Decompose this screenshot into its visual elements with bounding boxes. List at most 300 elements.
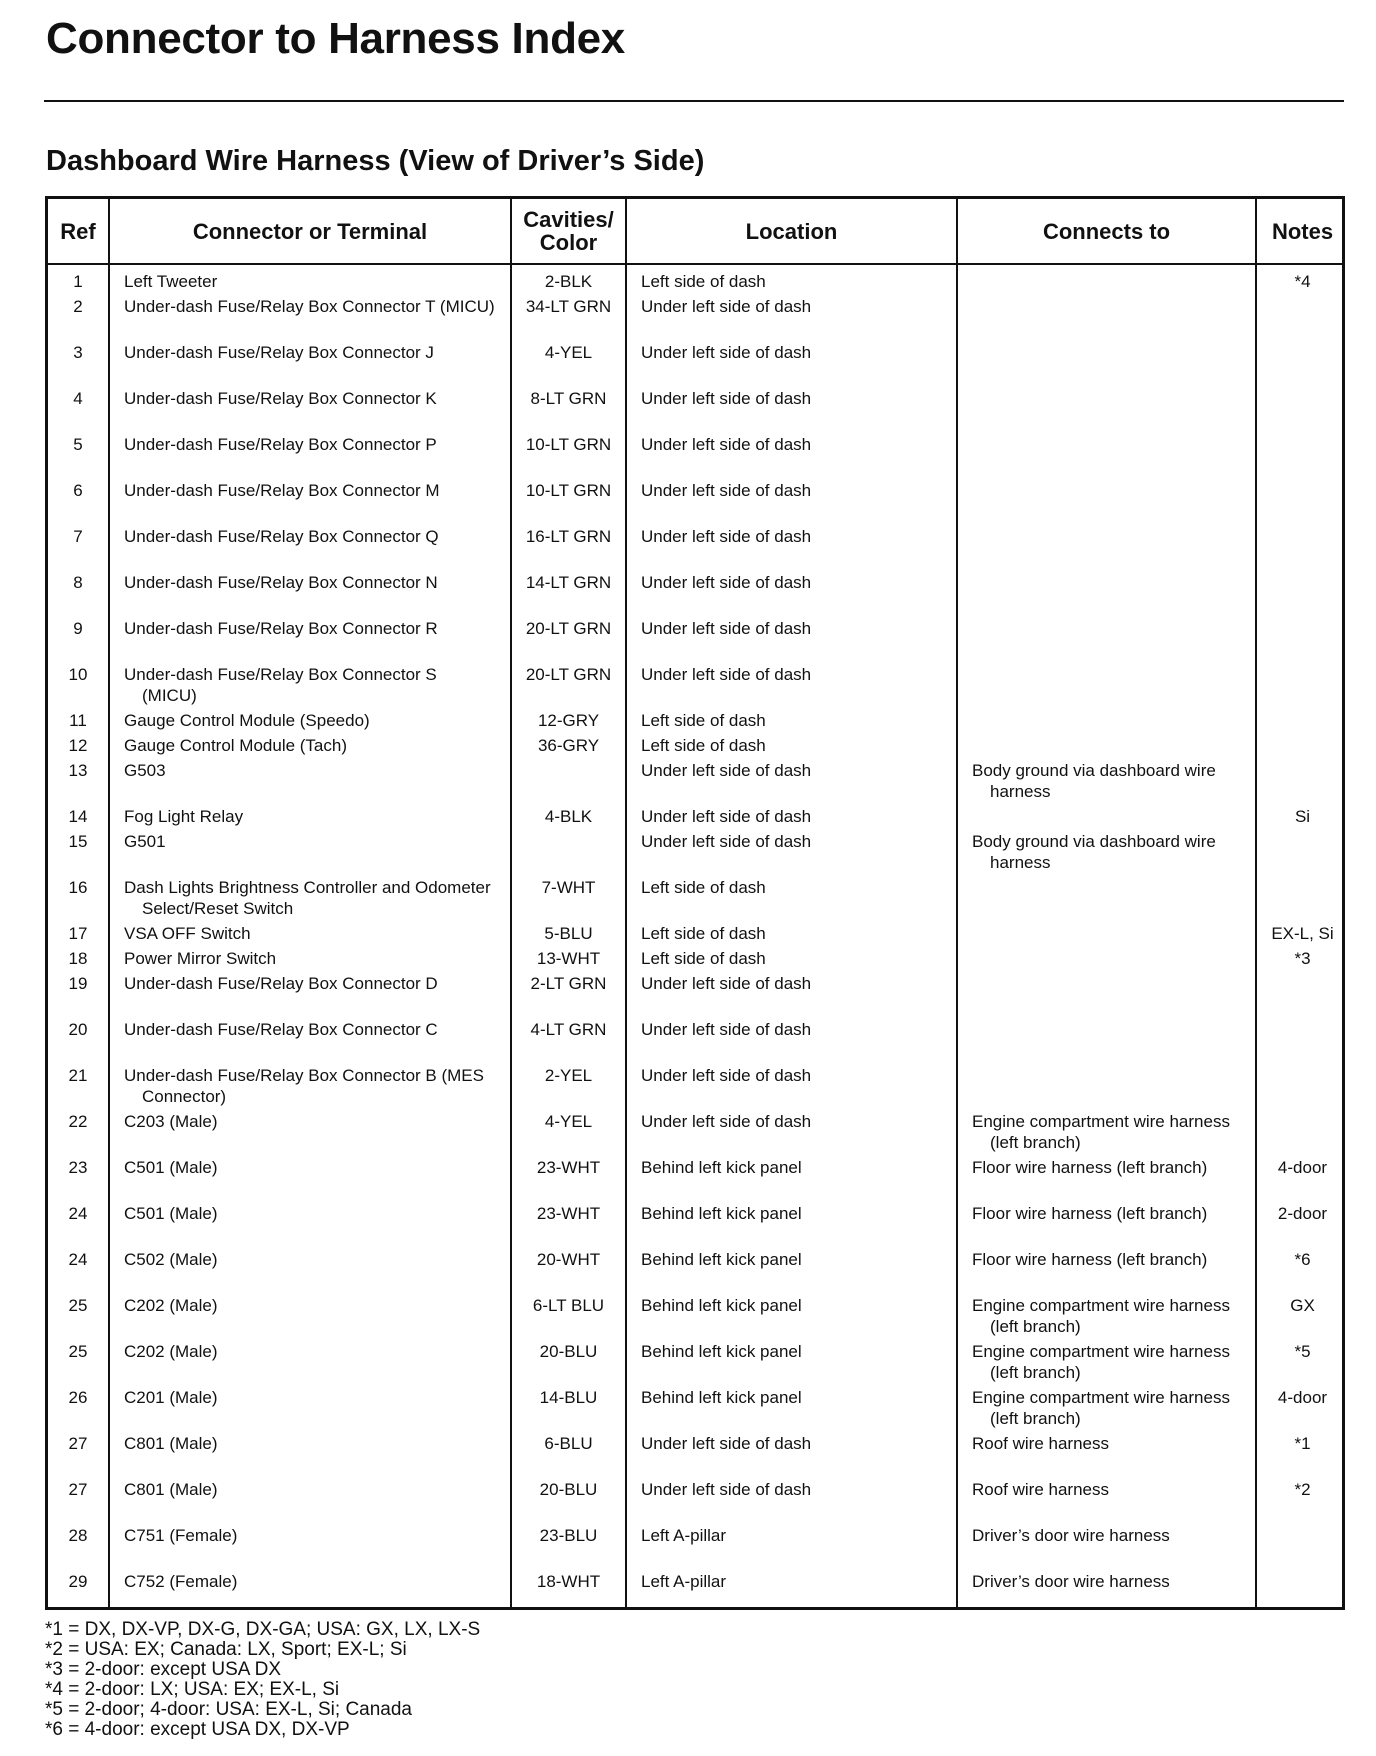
cell-connects-to <box>957 434 1256 480</box>
cell-cavities-color-text: 34-LT GRN <box>525 297 612 316</box>
cell-ref-text: 29 <box>68 1572 88 1591</box>
cell-ref <box>48 1341 109 1387</box>
cell-location-text: Under left side of dash <box>641 573 812 592</box>
cell-notes <box>1256 877 1345 923</box>
cell-connector <box>109 923 511 948</box>
cell-location <box>626 1571 957 1610</box>
cell-cavities-color-text: 2-LT GRN <box>530 974 607 993</box>
table-row <box>48 806 1345 831</box>
cell-cavities-color <box>511 1479 626 1525</box>
cell-connects-to <box>957 923 1256 948</box>
cell-connector-text: Under-dash Fuse/Relay Box Connector R <box>124 619 438 638</box>
cell-ref <box>48 572 109 618</box>
cell-connector-text: C801 (Male) <box>124 1480 218 1499</box>
cell-location-text: Left side of dash <box>641 736 766 755</box>
cell-notes-text: *6 <box>1294 1250 1311 1269</box>
cell-location <box>626 1065 957 1111</box>
cell-ref <box>48 710 109 735</box>
cell-notes <box>1256 735 1345 760</box>
cell-location-text: Under left side of dash <box>641 297 812 316</box>
cell-connector-text: C202 (Male) <box>124 1342 218 1361</box>
cell-location <box>626 388 957 434</box>
table-header-row <box>48 199 1345 264</box>
cell-ref-text: 6 <box>73 481 83 500</box>
cell-notes <box>1256 1295 1345 1341</box>
column-header-notes: Notes <box>1256 199 1345 264</box>
cell-cavities-color <box>511 1433 626 1479</box>
cell-connector <box>109 1249 511 1295</box>
cell-location <box>626 877 957 923</box>
cell-connector <box>109 1571 511 1610</box>
cell-ref <box>48 1019 109 1065</box>
cell-cavities-color <box>511 1295 626 1341</box>
cell-notes <box>1256 664 1345 710</box>
cell-cavities-color <box>511 923 626 948</box>
cell-ref <box>48 388 109 434</box>
cell-notes-text: *1 <box>1294 1434 1311 1453</box>
cell-cavities-color <box>511 1341 626 1387</box>
cell-cavities-color-text: 36-GRY <box>537 736 600 755</box>
table-row <box>48 1295 1345 1341</box>
cell-notes <box>1256 342 1345 388</box>
cell-cavities-color-text: 20-BLU <box>539 1342 598 1361</box>
cell-location-text: Left side of dash <box>641 711 766 730</box>
cell-cavities-color-text: 14-BLU <box>539 1388 598 1407</box>
cell-cavities-color-text: 7-WHT <box>541 878 596 897</box>
cell-location-text: Under left side of dash <box>641 761 812 780</box>
cell-location <box>626 923 957 948</box>
cell-ref <box>48 1111 109 1157</box>
cell-ref-text: 3 <box>73 343 83 362</box>
cell-connector-text: C501 (Male) <box>124 1204 218 1223</box>
cell-ref <box>48 1433 109 1479</box>
cell-cavities-color-text: 23-WHT <box>536 1158 601 1177</box>
cell-connects-to-text: Engine compartment wire harness (left branch) <box>972 1112 1230 1152</box>
cell-connector <box>109 388 511 434</box>
cell-connector <box>109 710 511 735</box>
cell-notes <box>1256 264 1345 296</box>
cell-connector <box>109 572 511 618</box>
cell-location <box>626 948 957 973</box>
cell-connector-text: C501 (Male) <box>124 1158 218 1177</box>
cell-cavities-color <box>511 480 626 526</box>
table-row <box>48 664 1345 710</box>
cell-cavities-color <box>511 1249 626 1295</box>
cell-connector-text: Under-dash Fuse/Relay Box Connector B (MES Connector) <box>124 1066 484 1106</box>
cell-notes-text: *3 <box>1294 949 1311 968</box>
cell-location-text: Under left side of dash <box>641 832 812 851</box>
cell-ref <box>48 735 109 760</box>
cell-connector-text: Power Mirror Switch <box>124 949 277 968</box>
cell-connector <box>109 480 511 526</box>
cell-ref <box>48 1157 109 1203</box>
column-header-cavities-line1: Cavities/ <box>523 207 614 232</box>
cell-location <box>626 760 957 806</box>
cell-connects-to <box>957 296 1256 342</box>
cell-location-text: Under left side of dash <box>641 389 812 408</box>
cell-connector-text: C751 (Female) <box>124 1526 238 1545</box>
cell-notes <box>1256 1341 1345 1387</box>
table-row <box>48 1019 1345 1065</box>
cell-location <box>626 572 957 618</box>
cell-notes-text: 4-door <box>1277 1158 1328 1177</box>
cell-cavities-color-text: 12-GRY <box>537 711 600 730</box>
cell-location-text: Behind left kick panel <box>641 1388 802 1407</box>
cell-connects-to-text: Driver’s door wire harness <box>972 1572 1170 1591</box>
cell-cavities-color-text: 4-YEL <box>544 1112 593 1131</box>
cell-connector <box>109 877 511 923</box>
cell-notes-text: Si <box>1294 807 1311 826</box>
cell-cavities-color-text: 6-LT BLU <box>532 1296 605 1315</box>
cell-connects-to <box>957 572 1256 618</box>
cell-connects-to <box>957 1019 1256 1065</box>
table-row <box>48 1157 1345 1203</box>
cell-cavities-color-text: 20-WHT <box>536 1250 601 1269</box>
cell-cavities-color-text: 4-YEL <box>544 343 593 362</box>
cell-connector-text: C203 (Male) <box>124 1112 218 1131</box>
cell-ref-text: 8 <box>73 573 83 592</box>
cell-cavities-color <box>511 710 626 735</box>
cell-connector <box>109 1203 511 1249</box>
cell-ref-text: 22 <box>68 1112 88 1131</box>
cell-notes <box>1256 710 1345 735</box>
table-row <box>48 923 1345 948</box>
cell-location-text: Under left side of dash <box>641 665 812 684</box>
cell-connector <box>109 735 511 760</box>
cell-ref <box>48 806 109 831</box>
cell-ref-text: 24 <box>68 1204 88 1223</box>
cell-connector <box>109 296 511 342</box>
table-row <box>48 760 1345 806</box>
cell-connects-to <box>957 1387 1256 1433</box>
cell-cavities-color-text: 14-LT GRN <box>525 573 612 592</box>
cell-location-text: Under left side of dash <box>641 619 812 638</box>
cell-cavities-color-text: 6-BLU <box>544 1434 593 1453</box>
cell-connects-to-text: Floor wire harness (left branch) <box>972 1204 1208 1223</box>
cell-connector <box>109 1433 511 1479</box>
cell-cavities-color <box>511 342 626 388</box>
cell-cavities-color <box>511 877 626 923</box>
table-row <box>48 1065 1345 1111</box>
cell-connector-text: VSA OFF Switch <box>124 924 251 943</box>
cell-cavities-color-text: 18-WHT <box>536 1572 601 1591</box>
cell-ref-text: 9 <box>73 619 83 638</box>
table-row <box>48 1387 1345 1433</box>
table-row <box>48 342 1345 388</box>
cell-connector <box>109 831 511 877</box>
cell-connector-text: C752 (Female) <box>124 1572 238 1591</box>
table-row <box>48 1433 1345 1479</box>
cell-ref-text: 2 <box>73 297 83 316</box>
cell-ref-text: 20 <box>68 1020 88 1039</box>
column-header-location: Location <box>626 199 957 264</box>
cell-cavities-color <box>511 973 626 1019</box>
cell-ref-text: 12 <box>68 736 88 755</box>
table-row <box>48 434 1345 480</box>
cell-location <box>626 1019 957 1065</box>
footnote-4: *4 = 2-door: LX; USA: EX; EX-L, Si <box>45 1679 340 1700</box>
cell-ref-text: 10 <box>68 665 88 684</box>
cell-connects-to <box>957 948 1256 973</box>
cell-notes <box>1256 1387 1345 1433</box>
cell-location <box>626 1203 957 1249</box>
cell-notes <box>1256 948 1345 973</box>
cell-ref <box>48 1249 109 1295</box>
cell-cavities-color <box>511 1525 626 1571</box>
cell-location <box>626 710 957 735</box>
cell-location <box>626 1433 957 1479</box>
cell-ref <box>48 923 109 948</box>
cell-notes <box>1256 526 1345 572</box>
cell-location <box>626 264 957 296</box>
cell-notes <box>1256 572 1345 618</box>
cell-connector-text: Under-dash Fuse/Relay Box Connector N <box>124 573 438 592</box>
cell-notes <box>1256 1525 1345 1571</box>
cell-ref-text: 14 <box>68 807 88 826</box>
cell-connector-text: Under-dash Fuse/Relay Box Connector K <box>124 389 437 408</box>
cell-location <box>626 806 957 831</box>
cell-connects-to-text: Floor wire harness (left branch) <box>972 1250 1208 1269</box>
cell-location-text: Under left side of dash <box>641 527 812 546</box>
cell-connector-text: Under-dash Fuse/Relay Box Connector M <box>124 481 440 500</box>
table-row <box>48 877 1345 923</box>
cell-connects-to <box>957 264 1256 296</box>
cell-ref <box>48 948 109 973</box>
cell-location <box>626 1111 957 1157</box>
footnotes <box>45 1620 480 1740</box>
cell-ref-text: 19 <box>68 974 88 993</box>
cell-notes <box>1256 1065 1345 1111</box>
cell-location <box>626 526 957 572</box>
cell-notes <box>1256 973 1345 1019</box>
cell-notes <box>1256 434 1345 480</box>
table-row <box>48 1341 1345 1387</box>
cell-connector-text: C202 (Male) <box>124 1296 218 1315</box>
cell-connector-text: Under-dash Fuse/Relay Box Connector T (MICU) <box>124 297 495 316</box>
section-title: Dashboard Wire Harness (View of Driver’s Side) <box>46 145 705 177</box>
cell-ref-text: 25 <box>68 1296 88 1315</box>
cell-ref <box>48 831 109 877</box>
title-divider <box>44 100 1344 102</box>
cell-location-text: Behind left kick panel <box>641 1158 802 1177</box>
cell-location <box>626 735 957 760</box>
cell-notes <box>1256 1111 1345 1157</box>
cell-notes-text: 2-door <box>1277 1204 1328 1223</box>
cell-notes <box>1256 831 1345 877</box>
cell-cavities-color-text: 20-LT GRN <box>525 619 612 638</box>
table-row <box>48 480 1345 526</box>
cell-ref-text: 27 <box>68 1434 88 1453</box>
cell-location-text: Under left side of dash <box>641 974 812 993</box>
table-row <box>48 1479 1345 1525</box>
cell-connects-to <box>957 760 1256 806</box>
cell-connector <box>109 1341 511 1387</box>
cell-connects-to <box>957 1111 1256 1157</box>
cell-connects-to-text: Roof wire harness <box>972 1434 1110 1453</box>
cell-ref <box>48 480 109 526</box>
column-header-cavities <box>511 199 626 264</box>
cell-cavities-color-text: 23-WHT <box>536 1204 601 1223</box>
cell-location-text: Left side of dash <box>641 949 766 968</box>
cell-location-text: Under left side of dash <box>641 1434 812 1453</box>
cell-connector <box>109 1065 511 1111</box>
cell-cavities-color <box>511 1203 626 1249</box>
cell-connector <box>109 1157 511 1203</box>
cell-ref <box>48 434 109 480</box>
column-header-ref: Ref <box>48 199 109 264</box>
cell-location <box>626 296 957 342</box>
cell-ref-text: 21 <box>68 1066 88 1085</box>
cell-ref <box>48 1525 109 1571</box>
cell-ref <box>48 618 109 664</box>
cell-notes-text: *4 <box>1294 272 1311 291</box>
cell-ref-text: 26 <box>68 1388 88 1407</box>
cell-location <box>626 664 957 710</box>
cell-notes <box>1256 923 1345 948</box>
cell-cavities-color-text: 4-BLK <box>544 807 593 826</box>
cell-connector-text: G501 <box>124 832 166 851</box>
cell-location <box>626 1479 957 1525</box>
cell-connector-text: C201 (Male) <box>124 1388 218 1407</box>
cell-ref <box>48 760 109 806</box>
cell-connects-to <box>957 877 1256 923</box>
cell-cavities-color-text: 8-LT GRN <box>530 389 607 408</box>
cell-ref-text: 23 <box>68 1158 88 1177</box>
cell-connector <box>109 1111 511 1157</box>
cell-connects-to <box>957 710 1256 735</box>
cell-connector-text: Under-dash Fuse/Relay Box Connector C <box>124 1020 438 1039</box>
cell-ref-text: 1 <box>73 272 83 291</box>
cell-connector-text: Fog Light Relay <box>124 807 244 826</box>
column-header-connects-to: Connects to <box>957 199 1256 264</box>
cell-cavities-color <box>511 572 626 618</box>
cell-connects-to-text: Roof wire harness <box>972 1480 1110 1499</box>
cell-connects-to <box>957 973 1256 1019</box>
cell-ref-text: 24 <box>68 1250 88 1269</box>
cell-location-text: Under left side of dash <box>641 435 812 454</box>
cell-notes <box>1256 480 1345 526</box>
cell-ref <box>48 296 109 342</box>
cell-connector <box>109 1479 511 1525</box>
cell-connects-to <box>957 1525 1256 1571</box>
column-header-cavities-line2: Color <box>539 230 598 255</box>
cell-connects-to-text: Driver’s door wire harness <box>972 1526 1170 1545</box>
cell-cavities-color <box>511 618 626 664</box>
cell-ref <box>48 973 109 1019</box>
cell-ref-text: 28 <box>68 1526 88 1545</box>
cell-ref <box>48 1065 109 1111</box>
page-title: Connector to Harness Index <box>46 14 625 63</box>
cell-connector <box>109 1295 511 1341</box>
table-row <box>48 735 1345 760</box>
cell-location <box>626 618 957 664</box>
cell-connector <box>109 1525 511 1571</box>
cell-connects-to-text: Body ground via dashboard wire harness <box>972 832 1216 872</box>
cell-connects-to <box>957 735 1256 760</box>
cell-ref-text: 5 <box>73 435 83 454</box>
cell-notes <box>1256 618 1345 664</box>
cell-connector <box>109 948 511 973</box>
cell-location-text: Under left side of dash <box>641 1112 812 1131</box>
cell-connector-text: Under-dash Fuse/Relay Box Connector P <box>124 435 437 454</box>
cell-location-text: Under left side of dash <box>641 343 812 362</box>
cell-ref-text: 16 <box>68 878 88 897</box>
cell-location <box>626 1249 957 1295</box>
cell-connects-to <box>957 342 1256 388</box>
cell-ref-text: 18 <box>68 949 88 968</box>
table-row <box>48 618 1345 664</box>
cell-ref <box>48 1203 109 1249</box>
cell-connector <box>109 973 511 1019</box>
cell-connects-to-text: Floor wire harness (left branch) <box>972 1158 1208 1177</box>
cell-connects-to <box>957 480 1256 526</box>
cell-ref <box>48 342 109 388</box>
cell-location-text: Behind left kick panel <box>641 1296 802 1315</box>
cell-ref <box>48 1387 109 1433</box>
cell-location-text: Under left side of dash <box>641 1020 812 1039</box>
cell-connector <box>109 264 511 296</box>
cell-notes <box>1256 1019 1345 1065</box>
table-row <box>48 264 1345 296</box>
cell-notes <box>1256 760 1345 806</box>
cell-connector-text: Under-dash Fuse/Relay Box Connector Q <box>124 527 439 546</box>
cell-location-text: Behind left kick panel <box>641 1342 802 1361</box>
cell-cavities-color-text: 20-LT GRN <box>525 665 612 684</box>
cell-ref-text: 4 <box>73 389 83 408</box>
cell-connects-to <box>957 1249 1256 1295</box>
cell-location-text: Behind left kick panel <box>641 1204 802 1223</box>
cell-ref-text: 25 <box>68 1342 88 1361</box>
cell-ref <box>48 526 109 572</box>
cell-location-text: Under left side of dash <box>641 1480 812 1499</box>
cell-location <box>626 1157 957 1203</box>
cell-location-text: Left side of dash <box>641 272 766 291</box>
footnote-3: *3 = 2-door: except USA DX <box>45 1659 282 1680</box>
cell-cavities-color <box>511 806 626 831</box>
cell-cavities-color <box>511 1111 626 1157</box>
cell-connects-to <box>957 1295 1256 1341</box>
cell-notes <box>1256 1479 1345 1525</box>
cell-cavities-color <box>511 526 626 572</box>
table-row <box>48 1571 1345 1610</box>
cell-location-text: Left A-pillar <box>641 1572 727 1591</box>
cell-cavities-color <box>511 264 626 296</box>
cell-ref-text: 13 <box>68 761 88 780</box>
cell-connector <box>109 664 511 710</box>
cell-cavities-color-text: 4-LT GRN <box>530 1020 607 1039</box>
cell-cavities-color <box>511 434 626 480</box>
cell-notes-text: 4-door <box>1277 1388 1328 1407</box>
cell-ref <box>48 877 109 923</box>
cell-cavities-color <box>511 388 626 434</box>
cell-notes-text: EX-L, Si <box>1271 924 1334 943</box>
footnote-5: *5 = 2-door; 4-door: USA: EX-L, Si; Canada <box>45 1699 413 1720</box>
table-row <box>48 831 1345 877</box>
cell-notes-text: *2 <box>1294 1480 1311 1499</box>
cell-connector <box>109 1387 511 1433</box>
cell-cavities-color-text: 2-YEL <box>544 1066 593 1085</box>
footnote-1: *1 = DX, DX-VP, DX-G, DX-GA; USA: GX, LX, LX-S <box>45 1619 481 1640</box>
cell-location <box>626 1295 957 1341</box>
cell-connector-text: Gauge Control Module (Speedo) <box>124 711 370 730</box>
cell-connector <box>109 526 511 572</box>
cell-connector-text: C801 (Male) <box>124 1434 218 1453</box>
cell-notes <box>1256 1157 1345 1203</box>
footnote-2: *2 = USA: EX; Canada: LX, Sport; EX-L; Si <box>45 1639 407 1660</box>
cell-cavities-color-text: 2-BLK <box>544 272 593 291</box>
cell-cavities-color-text: 20-BLU <box>539 1480 598 1499</box>
footnote-6: *6 = 4-door: except USA DX, DX-VP <box>45 1719 350 1740</box>
